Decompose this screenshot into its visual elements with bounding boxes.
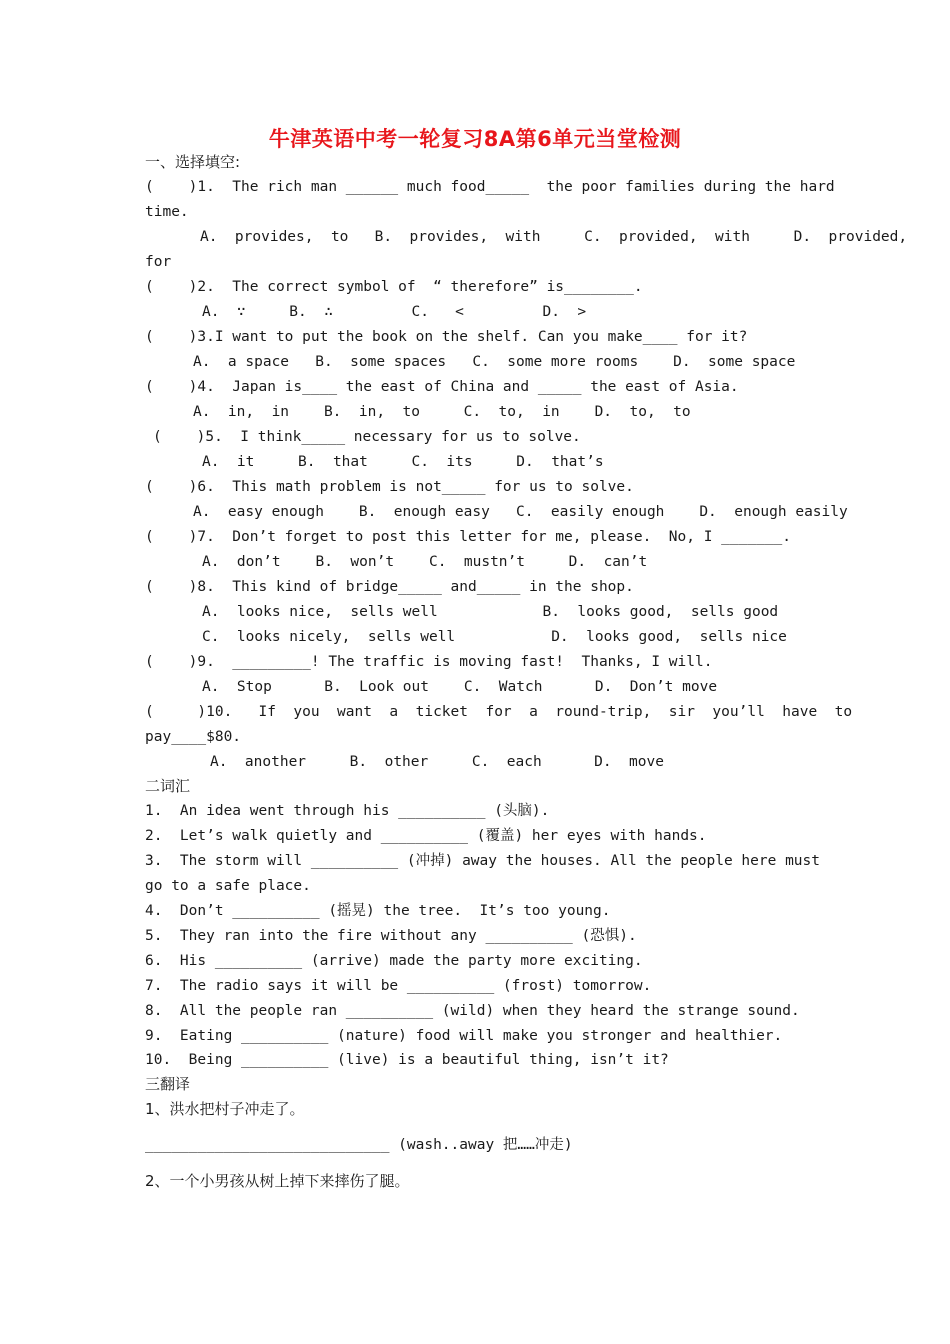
text-line: C. looks nicely, sells well D. looks good, sells nice [202, 629, 787, 645]
text-line: ( )7. Don’t forget to post this letter for me, please. No, I _______. [145, 529, 792, 545]
text-line: A. provides, to B. provides, with C. provided, with D. provided, [200, 229, 908, 245]
text-line: 三翻译 [145, 1075, 191, 1093]
text-line: A. Stop B. Look out C. Watch D. Don’t move [202, 679, 718, 695]
text-line: 9. Eating __________ (nature) food will make you stronger and healthier. [145, 1028, 783, 1044]
text-line: 3. The storm will __________ (冲掉) away the houses. All the people here must [145, 853, 821, 869]
text-line: pay____$80. [145, 729, 242, 745]
text-line: 2、一个小男孩从树上掉下来摔伤了腿。 [145, 1172, 410, 1190]
text-line: 一、选择填空: [145, 153, 241, 171]
text-line: A. a space B. some spaces C. some more rooms D. some space [193, 354, 796, 370]
text-line: 6. His __________ (arrive) made the party more exciting. [145, 953, 643, 969]
text-line: ( )8. This kind of bridge_____ and_____ in the shop. [145, 579, 634, 595]
text-line: ( )4. Japan is____ the east of China and _____ the east of Asia. [145, 379, 739, 395]
text-line: 4. Don’t __________ (摇晃) the tree. It’s too young. [145, 903, 611, 919]
text-line: A. another B. other C. each D. move [210, 754, 664, 770]
text-line: 7. The radio says it will be __________ (frost) tomorrow. [145, 978, 652, 994]
text-line: ( )10. If you want a ticket for a round-trip, sir you’ll have to [145, 704, 853, 720]
text-line: ( )5. I think_____ necessary for us to solve. [153, 429, 581, 445]
page-title: 牛津英语中考一轮复习8A第6单元当堂检测 [268, 127, 682, 151]
text-line: 1、洪水把村子冲走了。 [145, 1100, 305, 1118]
text-line: 8. All the people ran __________ (wild) when they heard the strange sound. [145, 1003, 800, 1019]
text-line: ( )6. This math problem is not_____ for us to solve. [145, 479, 634, 495]
text-line: 5. They ran into the fire without any __________ (恐惧). [145, 928, 637, 944]
text-line: 1. An idea went through his __________ (头脑). [145, 803, 550, 819]
text-line: A. ∵ B. ∴ C. < D. > [202, 304, 587, 320]
text-line: A. in, in B. in, to C. to, in D. to, to [193, 404, 691, 420]
text-line: ( )2. The correct symbol of “ therefore” is________. [145, 279, 643, 295]
text-line: 10. Being __________ (live) is a beautiful thing, isn’t it? [145, 1052, 669, 1068]
text-line: ( )1. The rich man ______ much food_____ the poor families during the hard [145, 179, 835, 195]
text-line: go to a safe place. [145, 878, 311, 894]
text-line: A. don’t B. won’t C. mustn’t D. can’t [202, 554, 648, 570]
text-line: A. easy enough B. enough easy C. easily enough D. enough easily [193, 504, 848, 520]
text-line: 二词汇 [145, 777, 191, 795]
text-line: ( )3.I want to put the book on the shelf. Can you make____ for it? [145, 329, 748, 345]
text-line: 2. Let’s walk quietly and __________ (覆盖) her eyes with hands. [145, 828, 707, 844]
text-line: A. looks nice, sells well B. looks good, sells good [202, 604, 779, 620]
text-line: time. [145, 204, 189, 220]
text-line: for [145, 254, 172, 270]
text-line: A. it B. that C. its D. that’s [202, 454, 604, 470]
text-line: ____________________________ (wash..away 把……冲走) [145, 1137, 573, 1153]
text-line: ( )9. _________! The traffic is moving fast! Thanks, I will. [145, 654, 713, 670]
